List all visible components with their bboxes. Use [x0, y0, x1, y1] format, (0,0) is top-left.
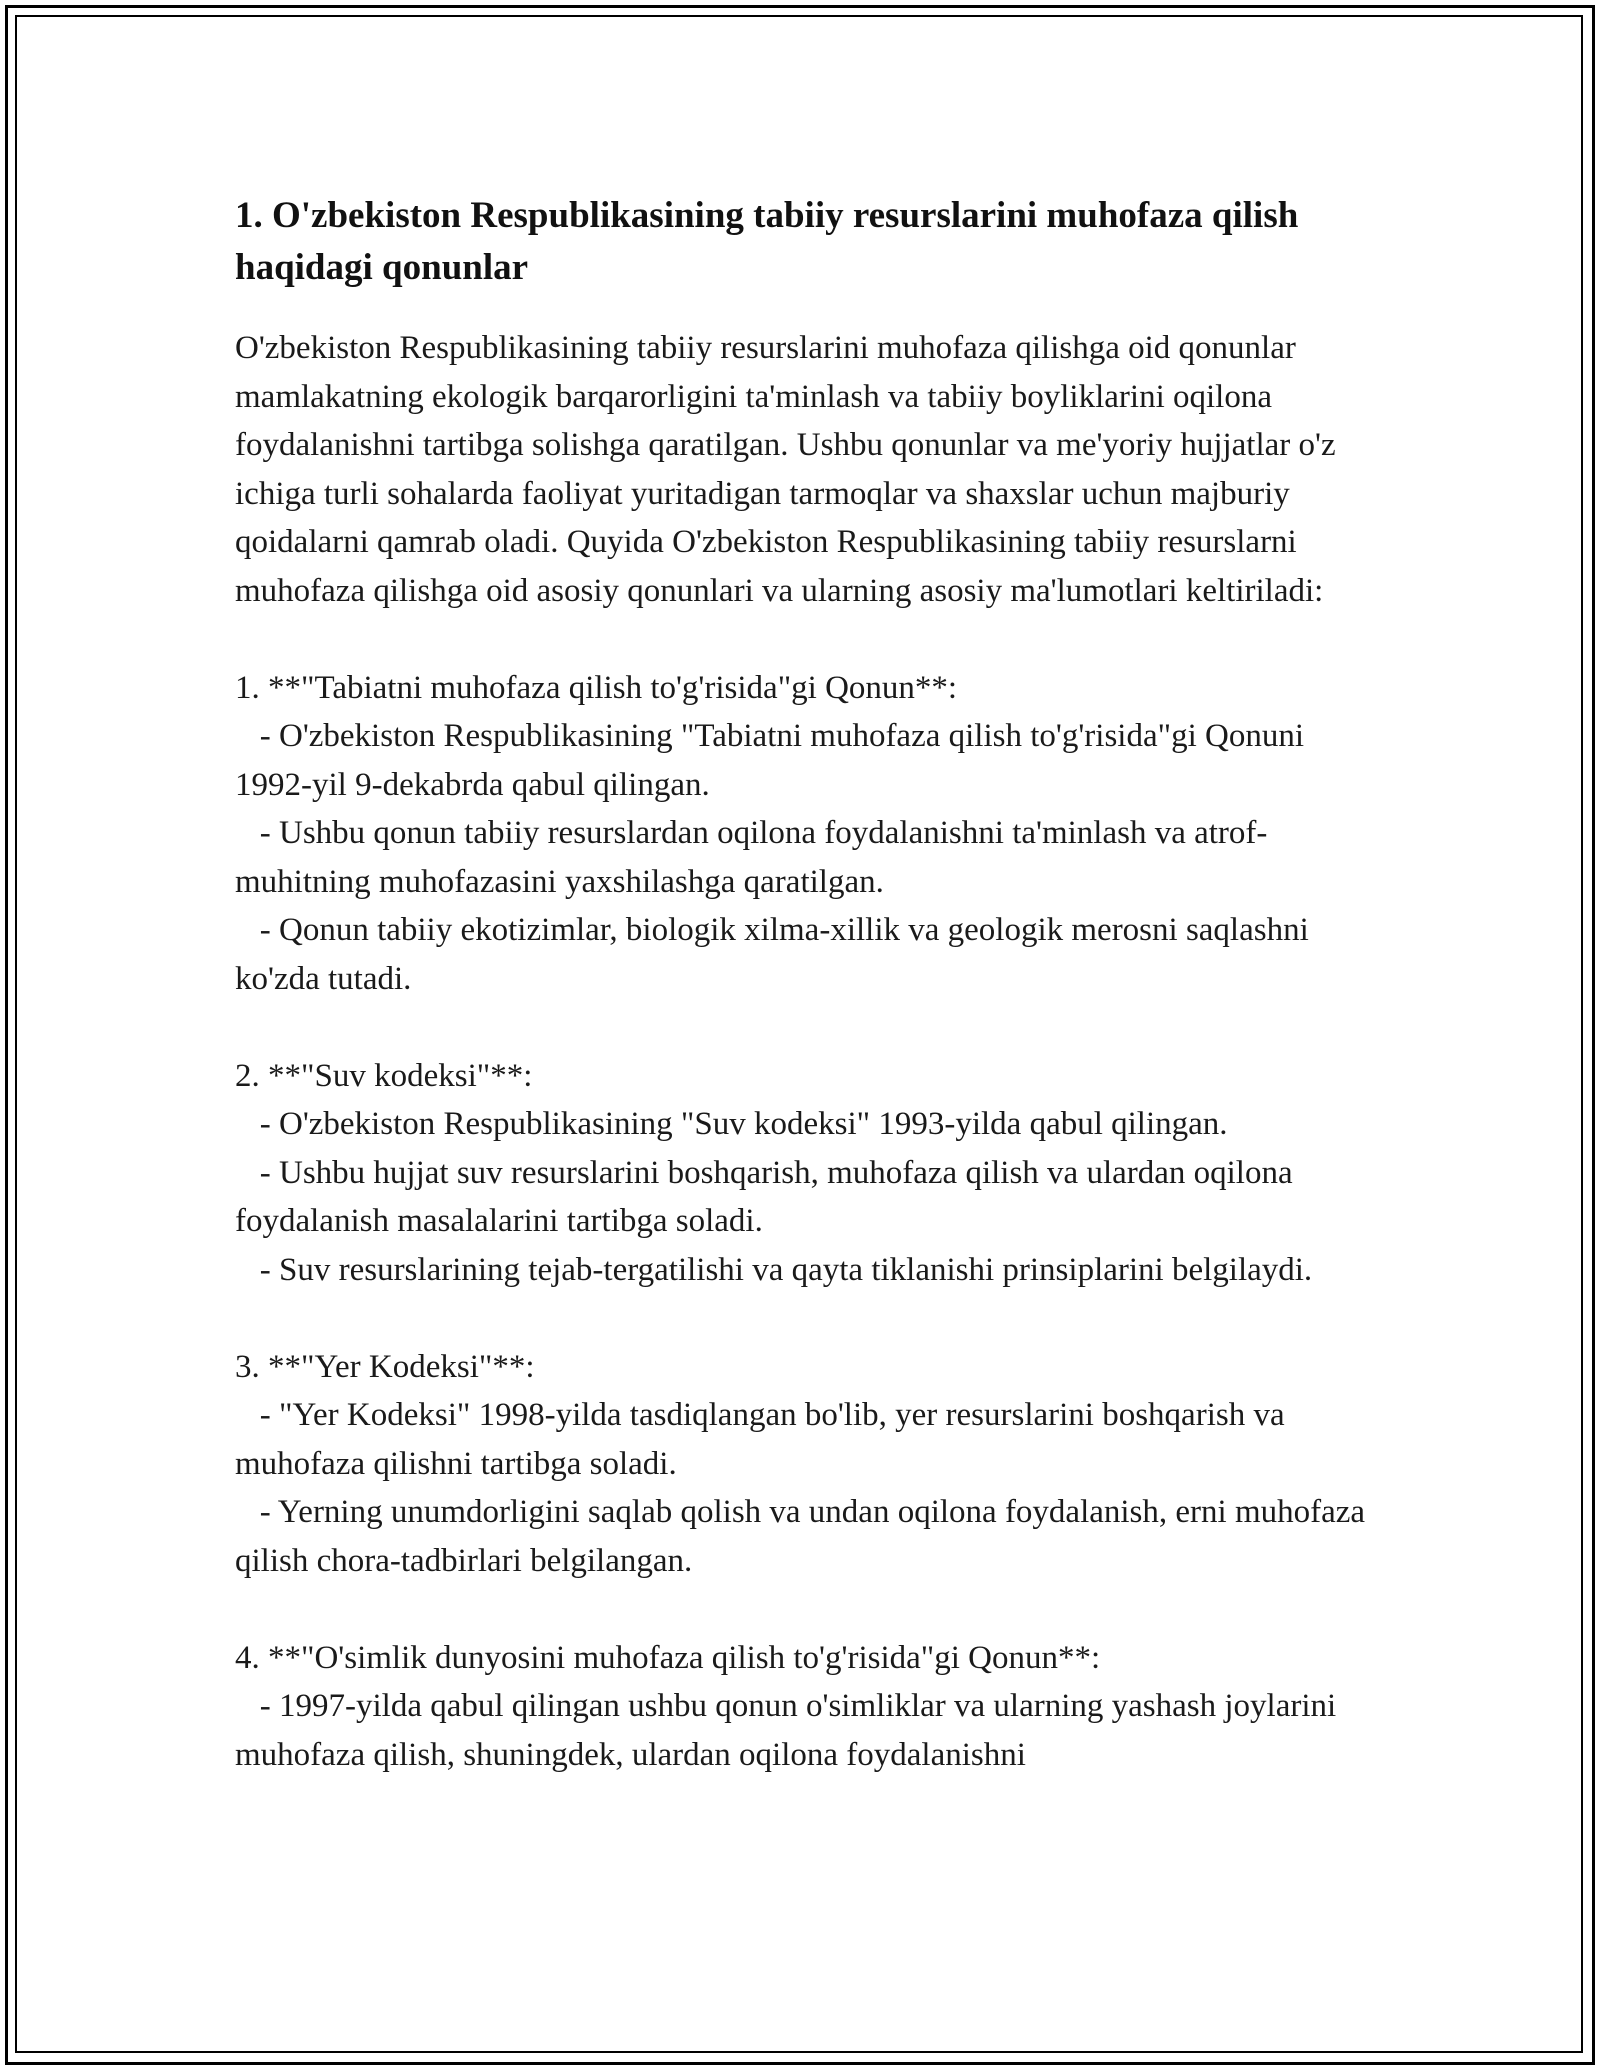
- law-detail: - O'zbekiston Respublikasining "Suv kodeksi" 1993-yilda qabul qilingan.: [235, 1106, 1228, 1142]
- law-section-4: [235, 1634, 1375, 1780]
- law-title: 4. **"O'simlik dunyosini muhofaza qilish to'g'risida"gi Qonun**:: [235, 1639, 1101, 1676]
- law-detail: - Qonun tabiiy ekotizimlar, biologik xilma-xillik va geologik merosni saqlashni ko'zda tutadi.: [235, 912, 1318, 997]
- paragraph-spacer: [235, 1585, 1375, 1634]
- paragraph-spacer: [235, 615, 1375, 664]
- law-title: 3. **"Yer Kodeksi"**:: [235, 1348, 535, 1385]
- law-title: 2. **"Suv kodeksi"**:: [235, 1057, 533, 1094]
- law-detail: - O'zbekiston Respublikasining "Tabiatni muhofaza qilish to'g'risida"gi Qonuni 1992-yil 9-dekabrda qabul qilingan.: [235, 718, 1313, 803]
- law-title: 1. **"Tabiatni muhofaza qilish to'g'risida"gi Qonun**:: [235, 669, 958, 706]
- section-heading: 1. O'zbekiston Respublikasining tabiiy resurslarini muhofaza qilish haqidagi qonunlar: [235, 195, 1299, 288]
- law-detail: - 1997-yilda qabul qilingan ushbu qonun o'simliklar va ularning yashash joylarini muhofaza qilish, shuningdek, ulardan oqilona foydalanishni: [235, 1688, 1345, 1773]
- intro-paragraph: O'zbekiston Respublikasining tabiiy resurslarini muhofaza qilishga oid qonunlar mamlakatning ekologik barqarorligini ta'minlash va tabiiy boyliklarini oqilona foydalanishni tartibga solishga qaratilgan. Ushbu qonunlar va me'yoriy hujjatlar o'z ichiga turli sohalarda faoliyat yuritadigan tarmoqlar va shaxslar uchun majburiy qoidalarni qamrab oladi. Quyida O'zbekiston Respublikasining tabiiy resurslarni muhofaza qilishga oid asosiy qonunlari va ularning asosiy ma'lumotlari keltiriladi:: [235, 330, 1344, 609]
- law-detail: - Suv resurslarining tejab-tergatilishi va qayta tiklanishi prinsiplarini belgilaydi.: [235, 1251, 1313, 1288]
- law-detail: - "Yer Kodeksi" 1998-yilda tasdiqlangan bo'lib, yer resurslarini boshqarish va muhofaza qilishni tartibga soladi.: [235, 1397, 1293, 1482]
- paragraph-spacer: [235, 1003, 1375, 1052]
- law-section-3: [235, 1343, 1375, 1586]
- document-body: [235, 190, 1375, 1779]
- law-detail: - Yerning unumdorligini saqlab qolish va undan oqilona foydalanish, erni muhofaza qilish chora-tadbirlari belgilangan.: [235, 1494, 1374, 1579]
- law-detail: - Ushbu qonun tabiiy resurslardan oqilona foydalanishni ta'minlash va atrof-muhitning muhofazasini yaxshilashga qaratilgan.: [235, 815, 1268, 900]
- law-section-1: [235, 664, 1375, 1004]
- law-detail: - Ushbu hujjat suv resurslarini boshqarish, muhofaza qilish va ulardan oqilona foydalanish masalalarini tartibga soladi.: [235, 1154, 1301, 1239]
- paragraph-spacer: [235, 1294, 1375, 1343]
- law-section-2: [235, 1052, 1375, 1295]
